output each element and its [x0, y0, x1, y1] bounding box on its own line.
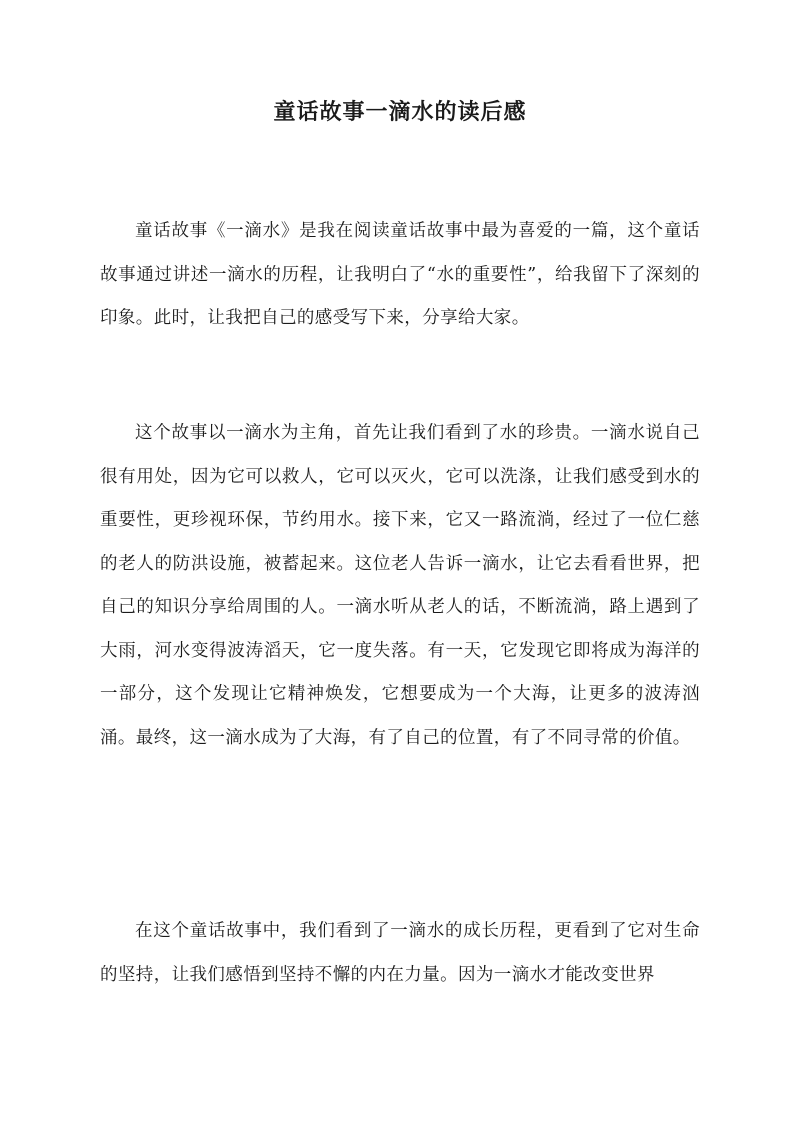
paragraph-text: 童话故事《一滴水》是我在阅读童话故事中最为喜爱的一篇，这个童话故事通过讲述一滴水的历程，让我明白了“水的重要性”，给我留下了深刻的印象。此时，让我把自己的感受写下来，分享给大家。 [100, 221, 700, 328]
paragraph-text: 在这个童话故事中，我们看到了一滴水的成长历程，更看到了它对生命的坚持，让我们感悟到坚持不懈的内在力量。因为一滴水才能改变世界 [100, 921, 700, 985]
paragraph-1 [100, 210, 700, 341]
paragraph-2 [100, 412, 700, 760]
document-title: 童话故事一滴水的读后感 [273, 99, 527, 125]
paragraph-text: 这个故事以一滴水为主角，首先让我们看到了水的珍贵。一滴水说自己很有用处，因为它可以救人，它可以灭火，它可以洗涤，让我们感受到水的重要性，更珍视环保，节约用水。接下来，它又一路流淌，经过了一位仁慈的老人的防洪设施，被蓄起来。这位老人告诉一滴水，让它去看看世界，把自己的知识分享给周围的人。一滴水听从老人的话，不断流淌，路上遇到了大雨，河水变得波涛滔天，它一度失落。有一天，它发现它即将成为海洋的一部分，这个发现让它精神焕发，它想要成为一个大海，让更多的波涛汹涌。最终，这一滴水成为了大海，有了自己的位置，有了不同寻常的价值。 [100, 423, 700, 748]
paragraph-3 [100, 910, 700, 997]
